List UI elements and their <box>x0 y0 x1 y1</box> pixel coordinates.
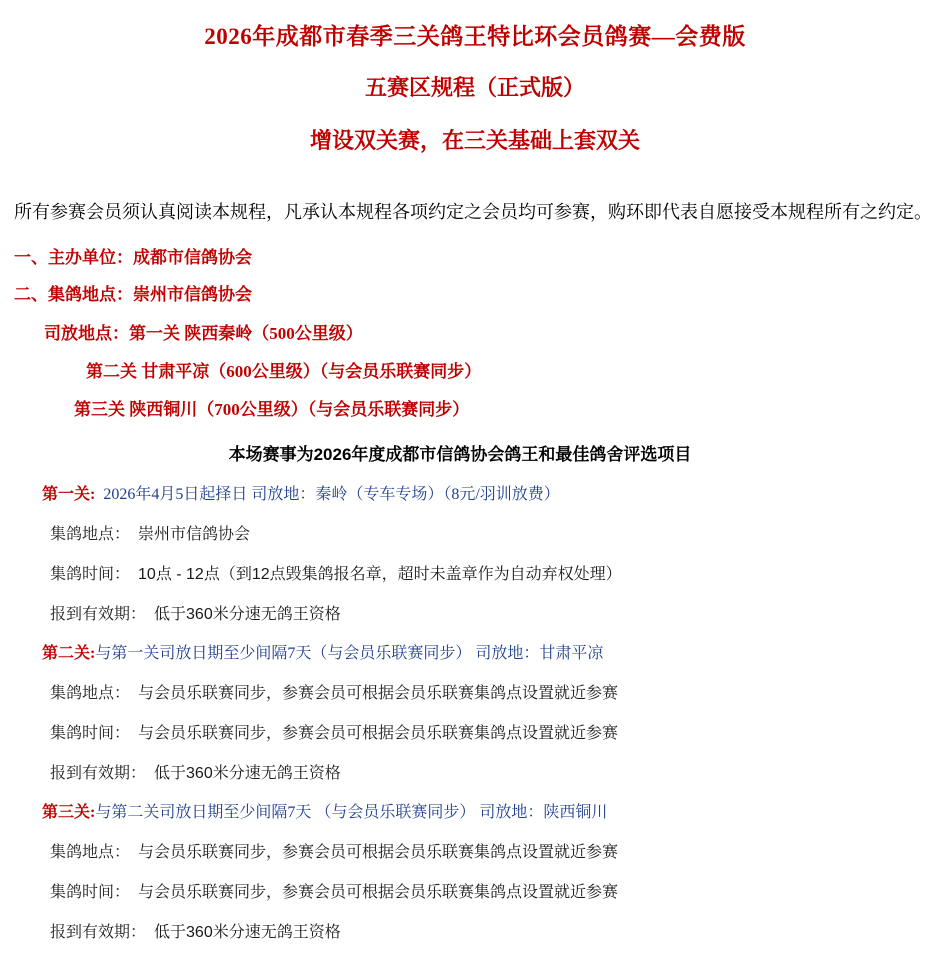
stage-1-row-3-label: 报到有效期： <box>50 605 147 623</box>
stage-2-detail: 与第一关司放日期至少间隔7天（与会员乐联赛同步） 司放地：甘肃平凉 <box>95 644 604 662</box>
stage-1-row-2-value: 10点 - 12点（到12点毁集鸽报名章，超时未盖章作为自动弃权处理） <box>138 565 622 583</box>
stage-3-row-3 <box>14 919 936 942</box>
stage-2-heading <box>14 640 936 663</box>
stage-2-row-2-label: 集鸽时间： <box>50 724 131 742</box>
stage-2-row-3-value: 低于360米分速无鸽王资格 <box>154 764 341 782</box>
stage-2-row-1-label: 集鸽地点： <box>50 684 131 702</box>
stage-section-1 <box>14 481 936 624</box>
title-line-1: 2026年成都市春季三关鸽王特比环会员鸽赛—会费版 <box>204 24 746 49</box>
stage-3-row-2 <box>14 879 936 902</box>
stage-1-row-2-label: 集鸽时间： <box>50 565 131 583</box>
stage-3-row-1-value: 与会员乐联赛同步，参赛会员可根据会员乐联赛集鸽点设置就近参赛 <box>138 843 619 861</box>
release-points-block <box>14 319 936 420</box>
stage-3-name: 第三关: <box>42 803 96 821</box>
stage-2-row-3-label: 报到有效期： <box>50 764 147 782</box>
stage-2-row-2-value: 与会员乐联赛同步，参赛会员可根据会员乐联赛集鸽点设置就近参赛 <box>138 724 619 742</box>
stage-1-heading <box>14 481 936 504</box>
release-point-3: 第三关 陕西铜川（700公里级）（与会员乐联赛同步） <box>74 399 470 419</box>
organizer-line-2: 二、集鸽地点：崇州市信鸽协会 <box>14 284 252 304</box>
release-point-2: 第二关 甘肃平凉（600公里级）（与会员乐联赛同步） <box>86 361 482 381</box>
stage-1-name: 第一关: <box>42 485 96 503</box>
stage-1-row-1-value: 崇州市信鸽协会 <box>138 525 251 543</box>
stage-3-detail: 与第二关司放日期至少间隔7天 （与会员乐联赛同步） 司放地：陕西铜川 <box>95 803 608 821</box>
stage-1-row-1-label: 集鸽地点： <box>50 525 131 543</box>
stage-1-detail: 2026年4月5日起择日 司放地：秦岭（专车专场）（8元/羽训放费） <box>103 485 560 503</box>
highlight-line: 本场赛事为2026年度成都市信鸽协会鸽王和最佳鸽舍评选项目 <box>228 444 692 464</box>
stage-3-heading <box>14 799 936 822</box>
stage-3-row-3-label: 报到有效期： <box>50 923 147 941</box>
stage-1-row-1 <box>14 521 936 544</box>
release-point-1: 司放地点：第一关 陕西秦岭（500公里级） <box>44 323 363 343</box>
document-title-block <box>14 10 936 155</box>
stage-2-name: 第二关: <box>42 644 96 662</box>
stage-1-row-3 <box>14 601 936 624</box>
stage-3-row-2-value: 与会员乐联赛同步，参赛会员可根据会员乐联赛集鸽点设置就近参赛 <box>138 883 619 901</box>
organizer-line-1: 一、主办单位：成都市信鸽协会 <box>14 247 252 267</box>
stage-section-3 <box>14 799 936 942</box>
stage-2-row-1 <box>14 680 936 703</box>
stage-1-row-3-value: 低于360米分速无鸽王资格 <box>154 605 341 623</box>
stage-3-row-1-label: 集鸽地点： <box>50 843 131 861</box>
title-line-3: 增设双关赛，在三关基础上套双关 <box>309 128 640 153</box>
title-line-2: 五赛区规程（正式版） <box>364 75 585 100</box>
stage-1-row-2 <box>14 561 936 584</box>
stage-2-row-1-value: 与会员乐联赛同步，参赛会员可根据会员乐联赛集鸽点设置就近参赛 <box>138 684 619 702</box>
stage-3-row-2-label: 集鸽时间： <box>50 883 131 901</box>
stage-2-row-2 <box>14 720 936 743</box>
stage-section-2 <box>14 640 936 783</box>
stage-3-row-3-value: 低于360米分速无鸽王资格 <box>154 923 341 941</box>
stage-3-row-1 <box>14 839 936 862</box>
stage-2-row-3 <box>14 760 936 783</box>
intro-paragraph: 所有参赛会员须认真阅读本规程，凡承认本规程各项约定之会员均可参赛，购环即代表自愿接受本规程所有之约定。 <box>14 202 932 222</box>
